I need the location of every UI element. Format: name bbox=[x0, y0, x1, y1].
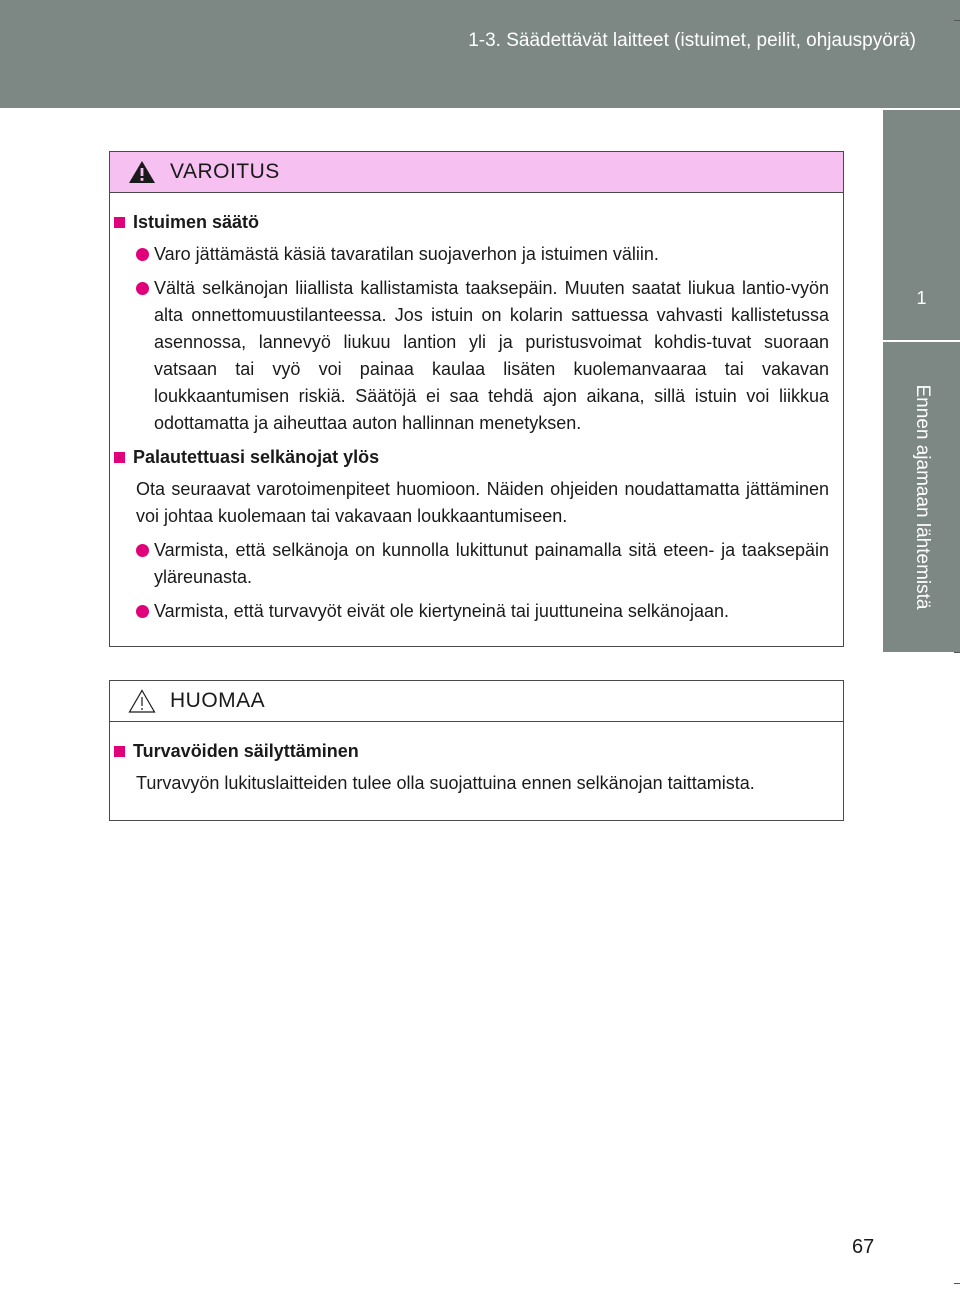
crop-mark bbox=[954, 20, 960, 21]
round-bullet-icon bbox=[136, 282, 149, 295]
list-item: Varo jättämästä käsiä tavaratilan suojaverhon ja istuimen väliin. bbox=[136, 241, 829, 268]
warning-title: VAROITUS bbox=[170, 160, 280, 183]
section-heading: Istuimen säätö bbox=[114, 209, 829, 236]
square-bullet-icon bbox=[114, 217, 125, 228]
warning-box-body bbox=[110, 193, 843, 646]
list-item: Varmista, että turvavyöt eivät ole kiertyneinä tai juuttuneina selkänojaan. bbox=[136, 598, 829, 625]
warning-box bbox=[109, 151, 844, 647]
square-bullet-icon bbox=[114, 452, 125, 463]
header-band bbox=[0, 0, 960, 108]
round-bullet-icon bbox=[136, 544, 149, 557]
round-bullet-icon bbox=[136, 248, 149, 261]
square-bullet-icon bbox=[114, 746, 125, 757]
list-item: Varmista, että selkänoja on kunnolla lukittunut painamalla sitä eteen- ja taaksepäin yläreunasta. bbox=[136, 537, 829, 591]
caution-box-header bbox=[110, 681, 843, 722]
list-item: Vältä selkänojan liiallista kallistamista taaksepäin. Muuten saatat liukua lantio-vyön alta onnettomuustilanteessa. Jos istuin on kolarin sattuessa vahvasti kallistetussa asennossa, lannevyö liukuu lantion yli ja puristusvoimat kohdis-tuvat suoraan vatsaan tai vyö voi painaa kaulaa lisäten kuolemanvaaraa tai vakavan loukkaantumisen riskiä. Säätöjä ei saa tehdä ajon aikana, sillä istuin voi liikkua odottamatta ja aiheuttaa auton hallinnan menetyksen. bbox=[136, 275, 829, 437]
chapter-label: Ennen ajamaan lähtemistä bbox=[911, 384, 933, 610]
caution-triangle-outline-icon bbox=[128, 689, 156, 713]
caution-box-body bbox=[110, 722, 843, 820]
caution-title: HUOMAA bbox=[170, 689, 266, 712]
section-header: 1-3. Säädettävät laitteet (istuimet, peilit, ohjauspyörä) bbox=[468, 30, 916, 51]
crop-mark bbox=[954, 1283, 960, 1284]
chapter-number-tab bbox=[883, 108, 960, 340]
section-paragraph: Ota seuraavat varotoimenpiteet huomioon. Näiden ohjeiden noudattamatta jättäminen voi johtaa kuolemaan tai vakavaan loukkaantumiseen. bbox=[136, 479, 829, 526]
crop-mark bbox=[954, 652, 960, 653]
chapter-label-tab bbox=[883, 340, 960, 652]
chapter-side-tab bbox=[883, 108, 960, 1304]
round-bullet-icon bbox=[136, 605, 149, 618]
warning-triangle-icon bbox=[128, 160, 156, 184]
warning-box-header bbox=[110, 152, 843, 193]
page-number: 67 bbox=[852, 1236, 875, 1258]
section-paragraph: Turvavyön lukituslaitteiden tulee olla suojattuina ennen selkänojan taittamista. bbox=[136, 773, 755, 793]
section-heading: Palautettuasi selkänojat ylös bbox=[114, 444, 829, 471]
caution-box bbox=[109, 680, 844, 821]
section-heading: Turvavöiden säilyttäminen bbox=[114, 738, 829, 765]
chapter-number: 1 bbox=[916, 288, 927, 308]
